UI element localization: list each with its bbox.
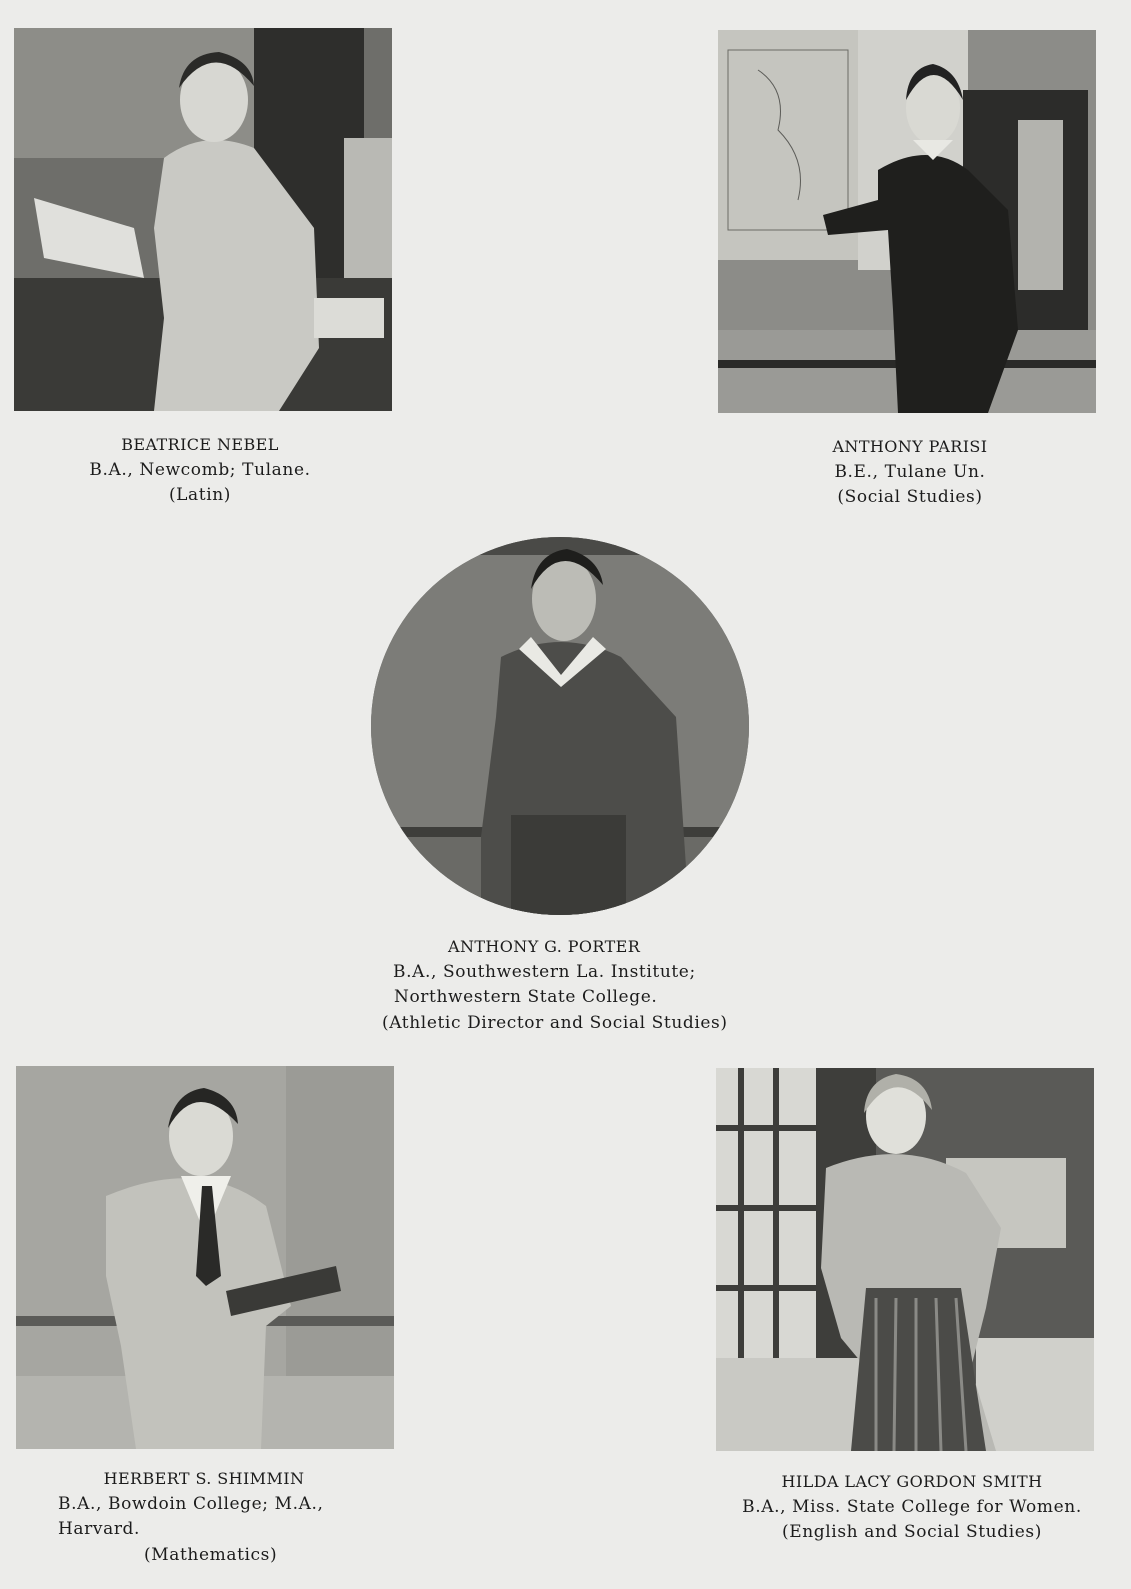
caption-herbert-s-shimmin [58,1466,418,1568]
teacher-degree-line1: B.A., Southwestern La. Institute; [393,961,696,982]
photo-anthony-g-porter [371,537,749,915]
teacher-subject: (Latin) [168,485,232,505]
caption-anthony-parisi [760,434,1060,511]
teacher-name: ANTHONY PARISI [832,437,988,456]
caption-anthony-g-porter [374,934,728,1036]
teacher-degree: B.A., Newcomb; Tulane. [89,459,311,480]
teacher-subject: (Athletic Director and Social Studies) [382,1012,728,1033]
teacher-name: HILDA LACY GORDON SMITH [781,1472,1043,1491]
teacher-degree-line2: Harvard. [58,1519,141,1539]
caption-hilda-lacy-gordon-smith [732,1469,1092,1546]
photo-anthony-parisi [718,30,1096,413]
teacher-name: ANTHONY G. PORTER [448,937,641,956]
teacher-subject: (English and Social Studies) [782,1522,1042,1542]
photo-herbert-s-shimmin [16,1066,394,1449]
teacher-degree: B.E., Tulane Un. [834,461,986,482]
teacher-degree: B.A., Miss. State College for Women. [742,1496,1082,1517]
photo-hilda-lacy-gordon-smith [716,1068,1094,1451]
teacher-subject: (Mathematics) [144,1544,278,1565]
teacher-name: HERBERT S. SHIMMIN [103,1469,305,1488]
caption-beatrice-nebel [60,432,340,509]
teacher-degree-line1: B.A., Bowdoin College; M.A., [58,1493,324,1514]
teacher-subject: (Social Studies) [837,487,983,507]
photo-beatrice-nebel [14,28,392,411]
teacher-name: BEATRICE NEBEL [121,435,279,454]
teacher-degree-line2: Northwestern State College. [394,987,658,1007]
